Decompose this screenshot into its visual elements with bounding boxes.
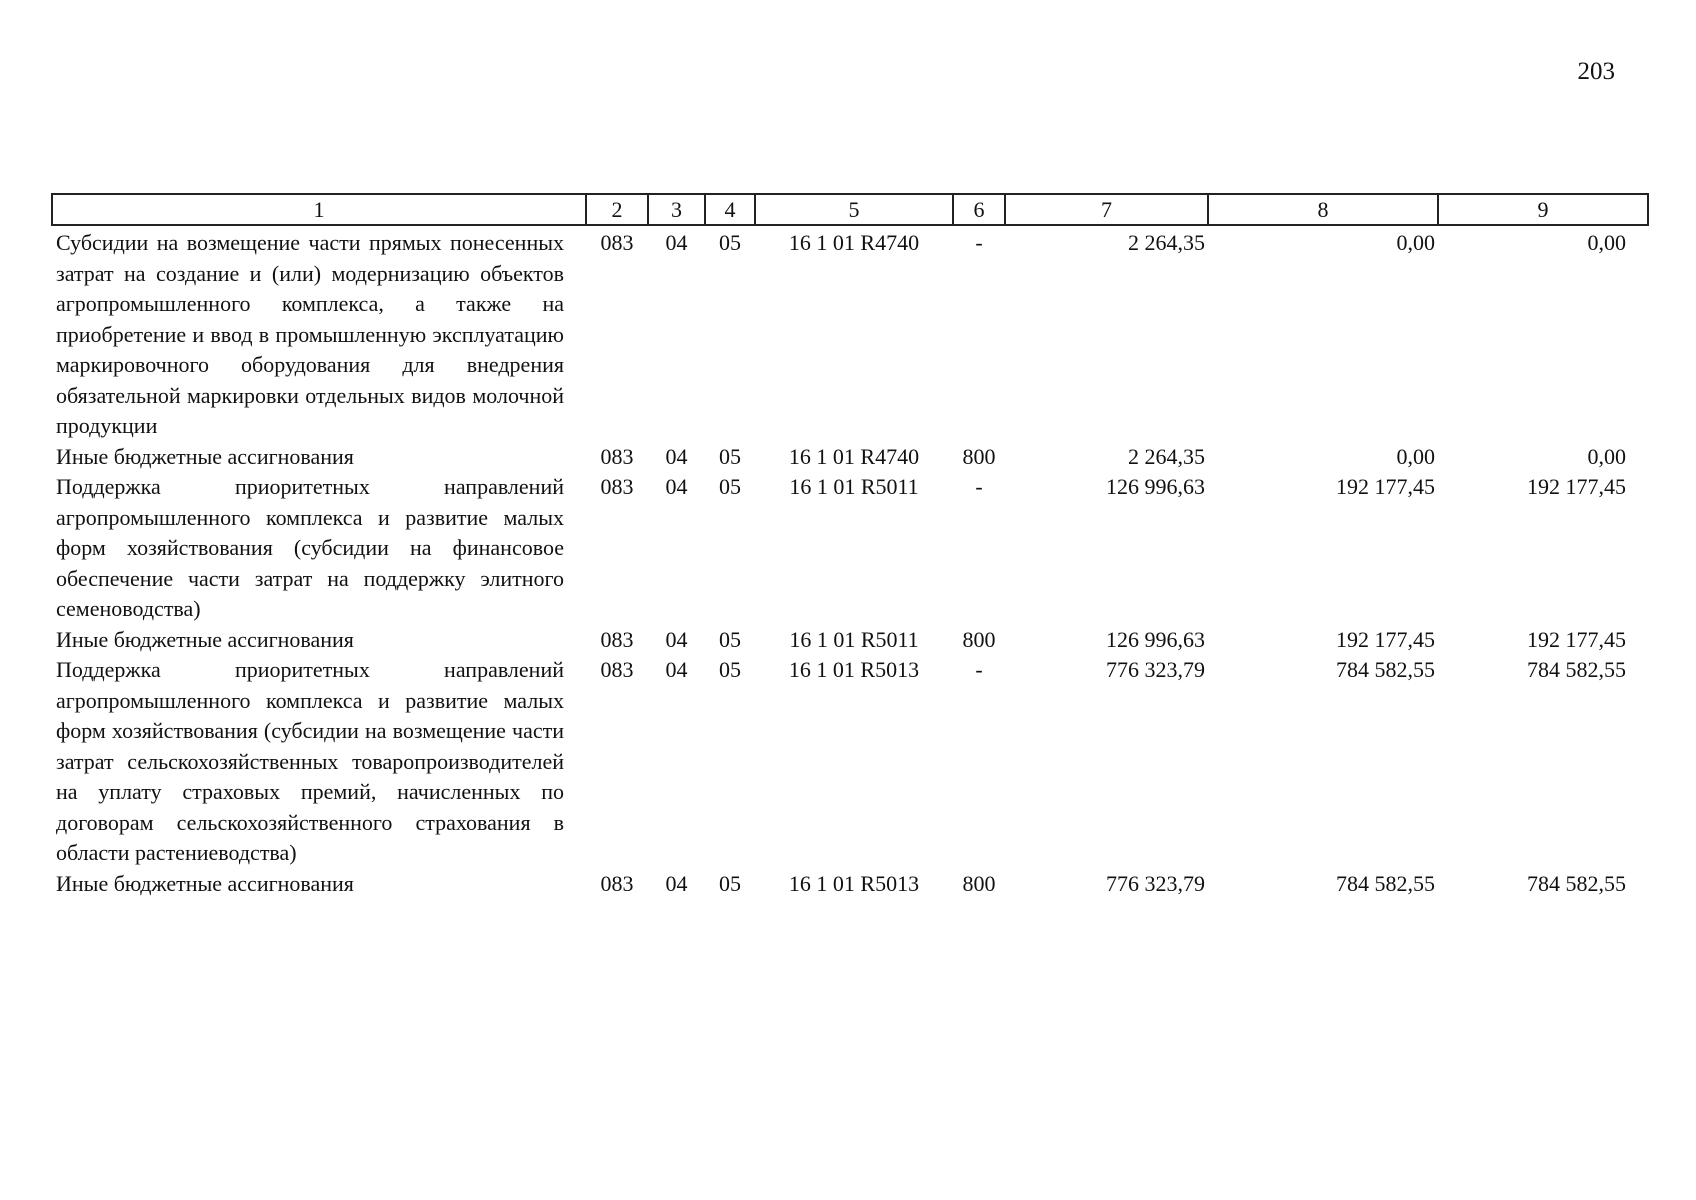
amount-col-7: 126 996,63 — [1106, 626, 1205, 652]
table-row — [52, 442, 1648, 473]
row-description: Поддержка приоритетных направлений агропромышленного комплекса и развитие малых форм хозяйствования (субсидии на финансовое обеспечение части затрат на поддержку элитного семеноводства) — [56, 474, 564, 621]
amount-col-8: 192 177,45 — [1336, 626, 1435, 652]
amount-col-9: 784 582,55 — [1527, 870, 1626, 896]
amount-col-7: 776 323,79 — [1106, 657, 1205, 682]
row-description: Иные бюджетные ассигнования — [56, 870, 354, 896]
ministry-code: 083 — [600, 626, 634, 652]
column-header: 1 — [52, 194, 586, 225]
amount-col-8: 784 582,55 — [1336, 657, 1435, 682]
row-description: Иные бюджетные ассигнования — [56, 626, 354, 652]
amount-col-8: 0,00 — [1396, 443, 1435, 469]
column-header: 2 — [586, 194, 648, 225]
section-code: 04 — [665, 626, 688, 652]
subsection-code: 05 — [719, 657, 741, 682]
section-code: 04 — [665, 870, 688, 896]
expense-type-code: 800 — [962, 626, 996, 652]
subsection-code: 05 — [719, 230, 741, 255]
section-code: 04 — [665, 657, 688, 682]
column-header: 6 — [953, 194, 1005, 225]
amount-col-9: 0,00 — [1587, 230, 1626, 255]
section-code: 04 — [665, 443, 688, 469]
expense-type-code: 800 — [962, 443, 996, 469]
target-article-code: 16 1 01 R5011 — [789, 474, 919, 499]
target-article-code: 16 1 01 R5013 — [788, 657, 920, 682]
amount-col-8: 192 177,45 — [1336, 474, 1435, 499]
section-code: 04 — [665, 230, 688, 255]
row-description: Поддержка приоритетных направлений агропромышленного комплекса и развитие малых форм хозяйствования (субсидии на возмещение части затрат сельскохозяйственных товаропроизводителей на уплату страховых премий, начисленных по договорам сельскохозяйственного страхования в области растениеводства) — [56, 657, 564, 865]
ministry-code: 083 — [600, 230, 634, 255]
page-number: 203 — [1577, 58, 1615, 85]
ministry-code: 083 — [600, 657, 634, 682]
expense-type-code: - — [975, 474, 983, 499]
ministry-code: 083 — [600, 474, 634, 499]
amount-col-7: 126 996,63 — [1106, 474, 1205, 499]
amount-col-9: 192 177,45 — [1527, 474, 1626, 499]
subsection-code: 05 — [719, 474, 741, 499]
column-header: 7 — [1005, 194, 1208, 225]
amount-col-9: 192 177,45 — [1527, 626, 1626, 652]
column-header: 5 — [755, 194, 953, 225]
amount-col-8: 784 582,55 — [1336, 870, 1435, 896]
column-header: 4 — [705, 194, 755, 225]
table-row — [52, 655, 1648, 869]
table-header-row — [52, 194, 1648, 225]
target-article-code: 16 1 01 R5011 — [789, 626, 919, 652]
amount-col-9: 784 582,55 — [1527, 657, 1626, 682]
subsection-code: 05 — [719, 443, 741, 469]
row-description: Иные бюджетные ассигнования — [56, 443, 354, 469]
expense-type-code: - — [975, 657, 983, 682]
column-header: 9 — [1438, 194, 1648, 225]
expense-type-code: - — [975, 230, 983, 255]
column-header: 3 — [648, 194, 705, 225]
amount-col-7: 2 264,35 — [1128, 443, 1205, 469]
table-row — [52, 625, 1648, 656]
subsection-code: 05 — [719, 870, 741, 896]
table-row — [52, 472, 1648, 625]
target-article-code: 16 1 01 R4740 — [788, 230, 920, 255]
subsection-code: 05 — [719, 626, 741, 652]
amount-col-9: 0,00 — [1587, 443, 1626, 469]
target-article-code: 16 1 01 R4740 — [788, 443, 920, 469]
amount-col-8: 0,00 — [1396, 230, 1435, 255]
column-header: 8 — [1208, 194, 1438, 225]
amount-col-7: 2 264,35 — [1128, 230, 1205, 255]
ministry-code: 083 — [600, 870, 634, 896]
table-row — [52, 225, 1648, 442]
table-row — [52, 869, 1648, 900]
budget-table — [51, 193, 1649, 899]
expense-type-code: 800 — [962, 870, 996, 896]
target-article-code: 16 1 01 R5013 — [788, 870, 920, 896]
row-description: Субсидии на возмещение части прямых понесенных затрат на создание и (или) модернизацию объектов агропромышленного комплекса, а также на приобретение и ввод в промышленную эксплуатацию маркировочного оборудования для внедрения обязательной маркировки отдельных видов молочной продукции — [56, 230, 564, 438]
ministry-code: 083 — [600, 443, 634, 469]
amount-col-7: 776 323,79 — [1106, 870, 1205, 896]
section-code: 04 — [665, 474, 688, 499]
